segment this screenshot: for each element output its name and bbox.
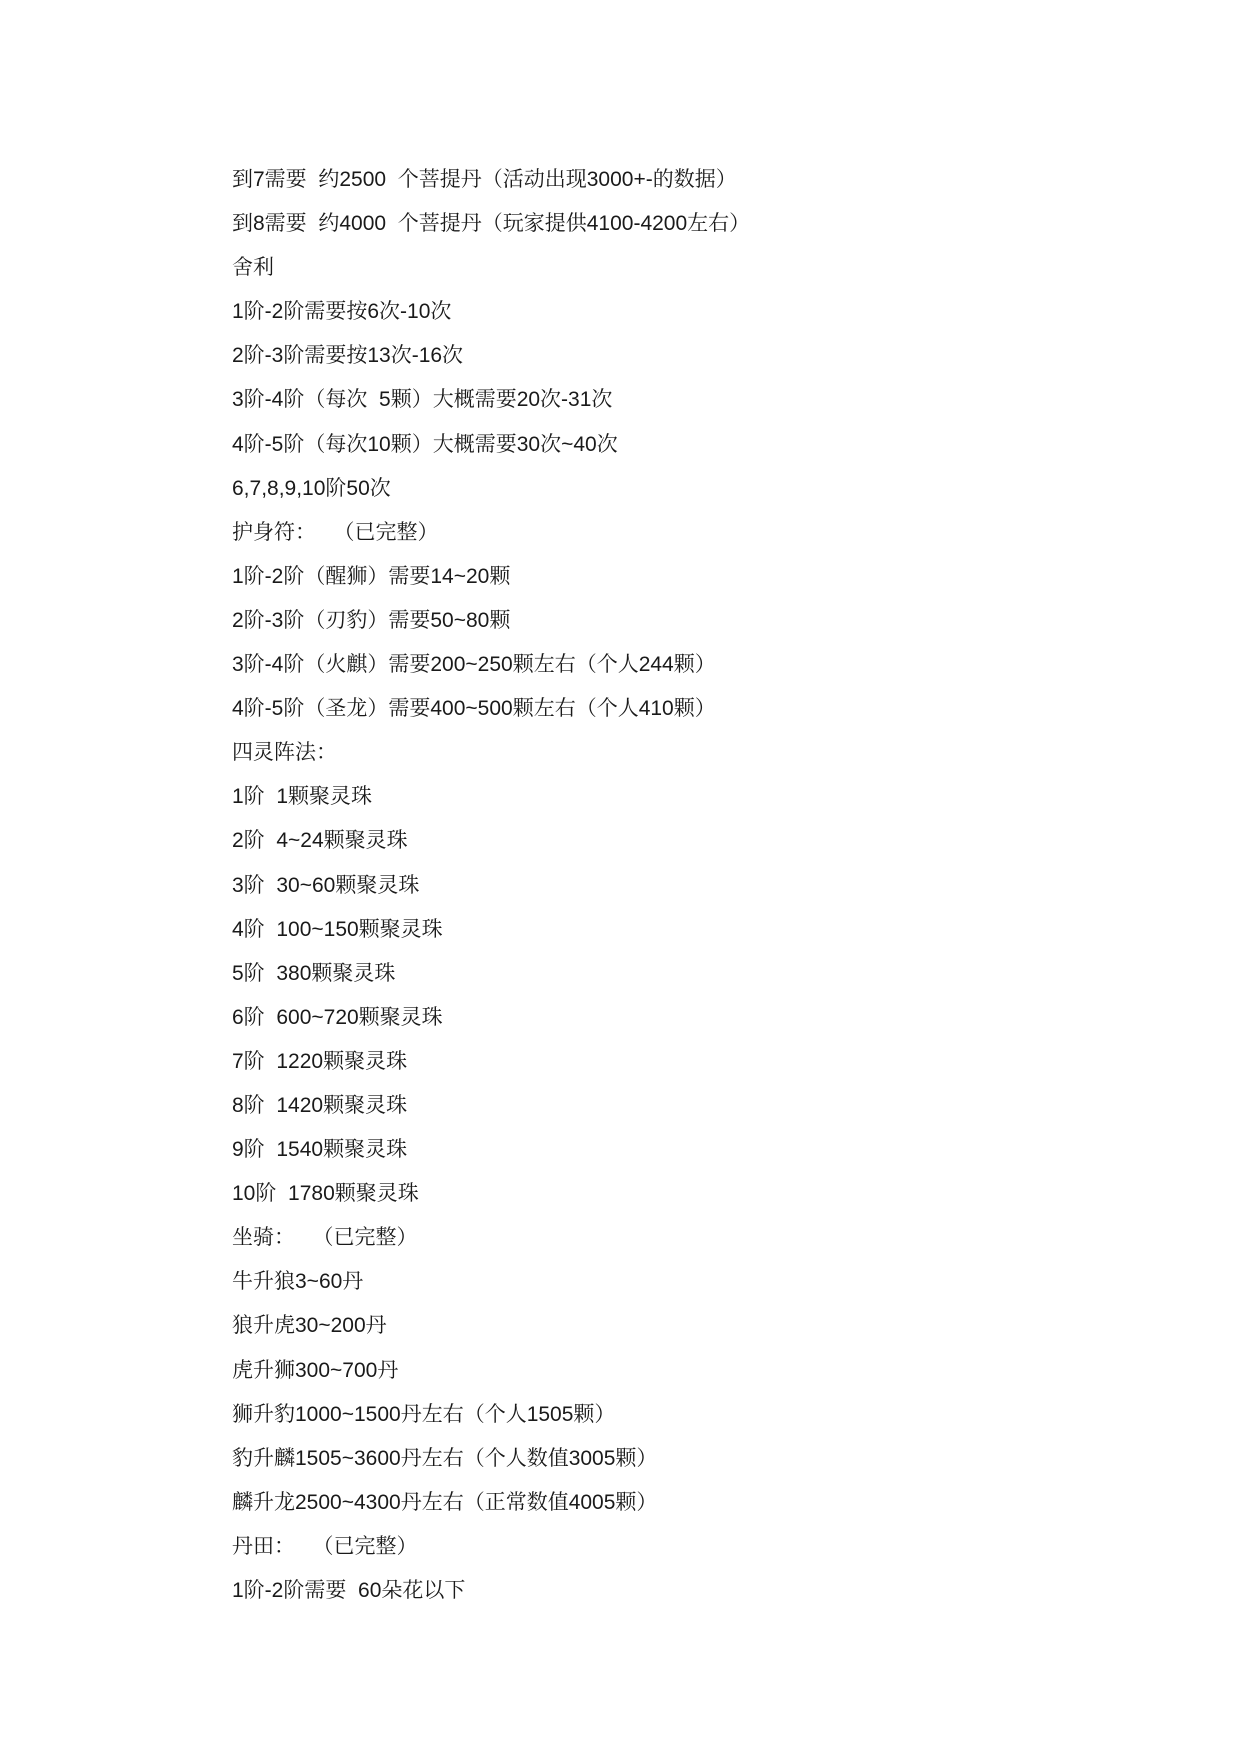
text-line: 7阶 1220颗聚灵珠 [232,1049,408,1073]
text-line: 4阶 100~150颗聚灵珠 [232,917,443,941]
text-line: 3阶 30~60颗聚灵珠 [232,873,420,897]
text-line: 1阶 1颗聚灵珠 [232,785,373,809]
section-heading-sheli: 舍利 [232,256,274,280]
text-line: 8阶 1420颗聚灵珠 [232,1093,408,1117]
text-line: 到7需要 约2500 个菩提丹（活动出现3000+-的数据） [232,168,737,191]
text-line: 6阶 600~720颗聚灵珠 [232,1005,443,1029]
document-body [232,158,1132,1613]
text-line: 1阶-2阶需要按6次-10次 [232,300,452,324]
text-line: 4阶-5阶（圣龙）需要400~500颗左右（个人410颗） [232,697,716,721]
text-line: 10阶 1780颗聚灵珠 [232,1182,419,1206]
text-line: 虎升狮300~700丹 [232,1358,399,1382]
text-line: 2阶-3阶（刃豹）需要50~80颗 [232,608,511,632]
text-line: 9阶 1540颗聚灵珠 [232,1138,408,1162]
text-line: 5阶 380颗聚灵珠 [232,961,396,985]
text-line: 麟升龙2500~4300丹左右（正常数值4005颗） [232,1490,658,1514]
text-line: 到8需要 约4000 个菩提丹（玩家提供4100-4200左右） [232,212,751,236]
text-line: 2阶 4~24颗聚灵珠 [232,829,408,853]
text-line: 6,7,8,9,10阶50次 [232,476,391,500]
text-line: 3阶-4阶（火麒）需要200~250颗左右（个人244颗） [232,653,716,677]
text-line: 1阶-2阶（醒狮）需要14~20颗 [232,564,511,588]
text-line: 3阶-4阶（每次 5颗）大概需要20次-31次 [232,388,613,412]
text-line: 豹升麟1505~3600丹左右（个人数值3005颗） [232,1446,658,1470]
text-line: 1阶-2阶需要 60朵花以下 [232,1579,466,1602]
section-heading-amulet: 护身符： （已完整） [232,520,439,544]
text-line: 狮升豹1000~1500丹左右（个人1505颗） [232,1402,616,1426]
text-line: 2阶-3阶需要按13次-16次 [232,344,464,368]
text-line: 狼升虎30~200丹 [232,1314,387,1338]
section-heading-formation: 四灵阵法： [232,741,337,765]
text-line: 牛升狼3~60丹 [232,1270,364,1294]
section-heading-mount: 坐骑： （已完整） [232,1226,418,1250]
section-heading-dantian: 丹田： （已完整） [232,1534,418,1558]
text-line: 4阶-5阶（每次10颗）大概需要30次~40次 [232,432,618,456]
